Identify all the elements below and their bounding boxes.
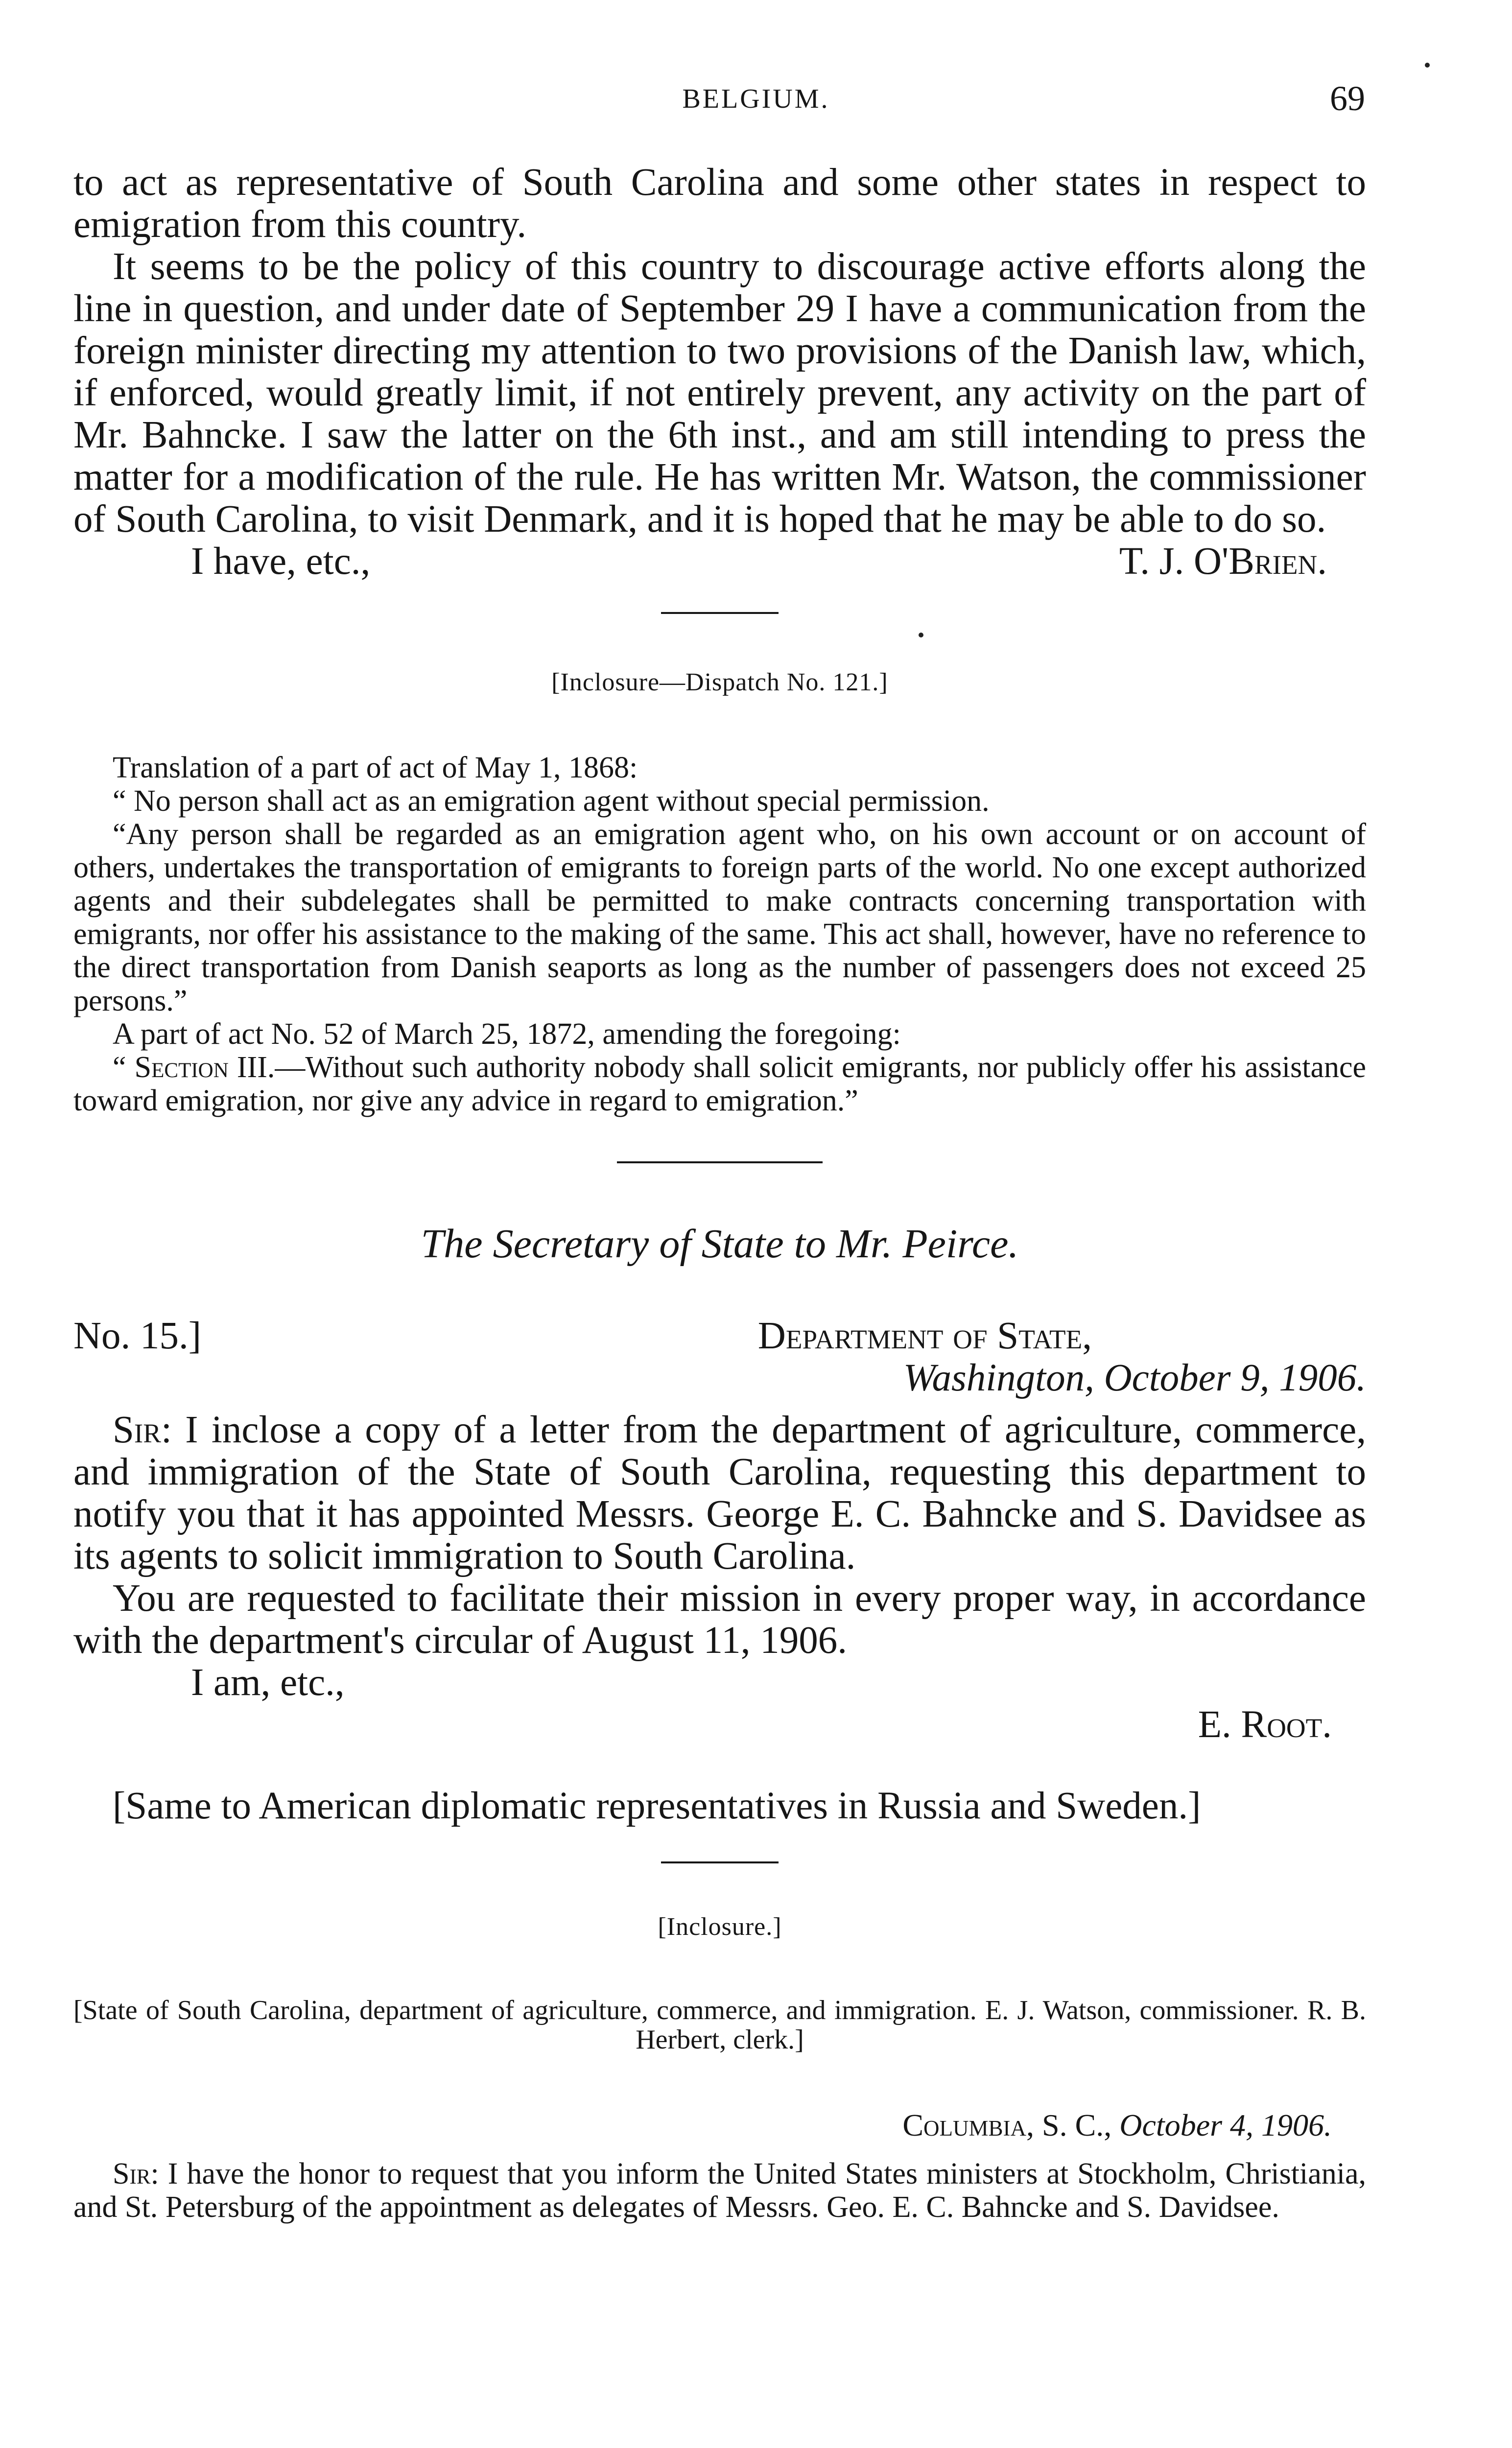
page-header <box>0 73 1512 122</box>
inclosure-2-paragraph <box>73 2157 1366 2224</box>
salutation: Sir <box>113 2157 151 2190</box>
obrien-paragraph-1: to act as representative of South Carolina and some other states in respect to emigration from this country. <box>73 161 1366 246</box>
section-divider <box>661 1861 779 1863</box>
root-letter-heading <box>73 1315 1366 1357</box>
print-speck <box>919 633 923 637</box>
inclosure-121-paragraph-2: “ No person shall act as an emigration agent without special permission. <box>113 784 990 818</box>
root-letter-closing: I am, etc., <box>191 1661 345 1704</box>
inclosure-2-paragraph-text: : I have the honor to request that you inform the United States ministers at Stockholm, Christiania, and St. Petersburg of the appointment as delegates of Messrs. Geo. E. C. Bahncke and S. Davidsee. <box>73 2157 1366 2224</box>
root-letter-number: No. 15.] <box>73 1315 202 1357</box>
inclosure-2-letterhead: [State of South Carolina, department of agriculture, commerce, and immigration. E. J. Watson, commissioner. R. B. Herbert, clerk.] <box>73 1995 1366 2055</box>
page-number: 69 <box>1330 79 1365 118</box>
section-divider <box>617 1161 823 1163</box>
obrien-paragraph-2: It seems to be the policy of this country to discourage active efforts along the line in question, and under date of September 29 I have a communication from the foreign minister directing my attention to two provisions of the Danish law, which, if enforced, would greatly limit, if not entirely prevent, any activity on the part of Mr. Bahncke. I saw the latter on the 6th inst., and am still intending to press the matter for a modification of the rule. He has written Mr. Watson, the commissioner of South Carolina, to visit Denmark, and it is hoped that he may be able to do so. <box>73 245 1366 541</box>
salutation: Sir <box>113 1409 161 1451</box>
inclosure-121-section-iii <box>73 1051 1366 1117</box>
root-letter-date: Washington, October 9, 1906. <box>903 1357 1366 1399</box>
inclosure-121-paragraph-1: Translation of a part of act of May 1, 1868: <box>113 751 638 784</box>
obrien-sign-row <box>73 541 1366 583</box>
root-letter-paragraph-1-text: : I inclose a copy of a letter from the department of agriculture, commerce, and immigration of the State of South Carolina, requesting this department to notify you that it has appointed Messrs. George E. C. Bahncke and S. Davidsee as its agents to solicit immigration to South Carolina. <box>73 1409 1366 1577</box>
inclosure-121-paragraph-3: “Any person shall be regarded as an emigration agent who, on his own account or on account of others, undertakes the transportation of emigrants to foreign parts of the world. No one except authorized agents and their subdelegates shall be permitted to make contracts concerning transportation with emigrants, nor offer his assistance to the making of the same. This act shall, however, have no reference to the direct transportation from Danish seaports as long as the number of passengers does not exceed 25 persons.” <box>73 818 1366 1017</box>
inclosure-121-body <box>73 751 1366 1117</box>
inclosure-2-body <box>73 2157 1366 2224</box>
inclosure-2-caption: [Inclosure.] <box>658 1913 782 1941</box>
inclosure-121-caption: [Inclosure—Dispatch No. 121.] <box>551 668 888 696</box>
inclosure-2-place-date <box>73 2108 1366 2142</box>
root-letter-signature: E. Root. <box>1198 1703 1332 1746</box>
root-letter-note: [Same to American diplomatic representatives in Russia and Sweden.] <box>113 1785 1201 1827</box>
root-letter-department: Department of State, <box>757 1315 1092 1357</box>
root-letter-paragraph-2: You are requested to facilitate their mission in every proper way, in accordance with the department's circular of August 11, 1906. <box>73 1577 1366 1662</box>
running-head: BELGIUM. <box>682 84 830 114</box>
root-letter-note-block <box>73 1785 1366 1827</box>
inclosure-121-paragraph-4: A part of act No. 52 of March 25, 1872, amending the foregoing: <box>113 1017 901 1051</box>
section-label: Section <box>134 1051 229 1084</box>
obrien-letter <box>73 162 1366 541</box>
section-divider <box>661 612 779 614</box>
root-letter-title: The Secretary of State to Mr. Peirce. <box>421 1221 1019 1267</box>
obrien-signature: T. J. O'Brien. <box>1119 540 1327 583</box>
text-column <box>73 162 1366 2224</box>
section-text: III.—Without such authority nobody shall solicit emigrants, nor publicly offer his assistance toward emigration, nor give any advice in regard to emigration.” <box>73 1051 1366 1117</box>
inclosure-2-place: Columbia, S. C., <box>902 2108 1120 2142</box>
root-letter-paragraph-1 <box>73 1409 1366 1577</box>
inclosure-2-date: October 4, 1906. <box>1119 2108 1332 2142</box>
obrien-closing: I have, etc., <box>191 540 371 583</box>
root-letter-body <box>73 1409 1366 1662</box>
print-speck <box>1425 63 1430 68</box>
section-open-quote: “ <box>113 1051 135 1084</box>
